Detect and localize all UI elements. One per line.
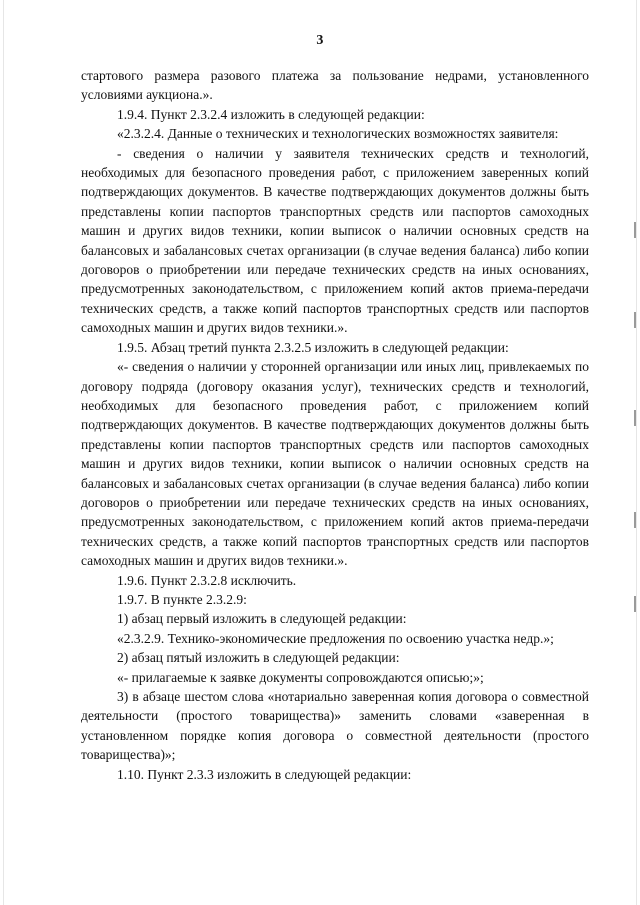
scan-right-edge <box>636 0 637 905</box>
paragraph-item-2: 2) абзац пятый изложить в следующей редакции: <box>117 650 400 666</box>
paragraph-quote-2-3-2-4: «2.3.2.4. Данные о технических и технологических возможностях заявителя: <box>117 126 559 142</box>
paragraph-quote-inventory: «- прилагаемые к заявке документы сопровождаются описью;»; <box>117 669 484 685</box>
document-body <box>81 66 589 784</box>
page-number: 3 <box>316 33 324 48</box>
scan-edge-mark <box>634 512 636 528</box>
paragraph-clause-1-9-5: 1.9.5. Абзац третий пункта 2.3.2.5 изложить в следующей редакции: <box>117 339 509 355</box>
paragraph-item-3: 3) в абзаце шестом слова «нотариально заверенная копия договора о совместной деятельности (простого товарищества)» заменить словами «заверенная в установленном порядке копия договора о совместной деятельности (простого товарищества)»; <box>81 689 589 763</box>
paragraph-clause-1-9-6: 1.9.6. Пункт 2.3.2.8 исключить. <box>117 572 297 588</box>
paragraph-clause-1-10: 1.10. Пункт 2.3.3 изложить в следующей редакции: <box>117 766 412 782</box>
scan-left-edge <box>3 0 4 905</box>
paragraph-clause-1-9-4: 1.9.4. Пункт 2.3.2.4 изложить в следующей редакции: <box>117 106 425 122</box>
paragraph-third-party-means: «- сведения о наличии у сторонней организации или иных лиц, привлекаемых по договору подряда (договору оказания услуг), технических средств и технологий, необходимых для безопасного проведения работ, с приложением копий подтверждающих документов. В качестве подтверждающих документов должны быть представлены копии паспортов транспортных средств или паспортов самоходных машин и других видов техники, копии выписок о наличии основных средств на балансовых и забалансовых счетах организации (в случае ведения баланса) либо копии договоров о приобретении или передаче технических средств на иных основаниях, предусмотренных законодательством, с приложением копий актов приема-передачи технических средств, а также копий паспортов транспортных средств или паспортов самоходных машин и других видов техники.». <box>81 359 589 569</box>
paragraph-quote-2-3-2-9: «2.3.2.9. Технико-экономические предложения по освоению участка недр.»; <box>117 630 554 646</box>
scan-edge-mark <box>634 312 636 328</box>
scan-edge-mark <box>634 410 636 426</box>
paragraph-technical-means: - сведения о наличии у заявителя технических средств и технологий, необходимых для безопасного проведения работ, с приложением заверенных копий подтверждающих документов. В качестве подтверждающих документов должны быть представлены копии паспортов транспортных средств или паспортов самоходных машин и других видов техники, копии выписок о наличии основных средств на балансовых и забалансовых счетах организации (в случае ведения баланса) либо копии договоров о приобретении или передаче технических средств на иных основаниях, предусмотренных законодательством, с приложением копий актов приема-передачи технических средств, а также копий паспортов транспортных средств или паспортов самоходных машин и других видов техники.». <box>81 145 589 336</box>
scan-edge-mark <box>634 222 636 238</box>
scan-edge-mark <box>634 596 636 612</box>
paragraph-item-1: 1) абзац первый изложить в следующей редакции: <box>117 611 407 627</box>
paragraph-continuation: стартового размера разового платежа за пользование недрами, установленного условиями аукциона.». <box>81 68 589 103</box>
paragraph-clause-1-9-7: 1.9.7. В пункте 2.3.2.9: <box>117 591 247 607</box>
